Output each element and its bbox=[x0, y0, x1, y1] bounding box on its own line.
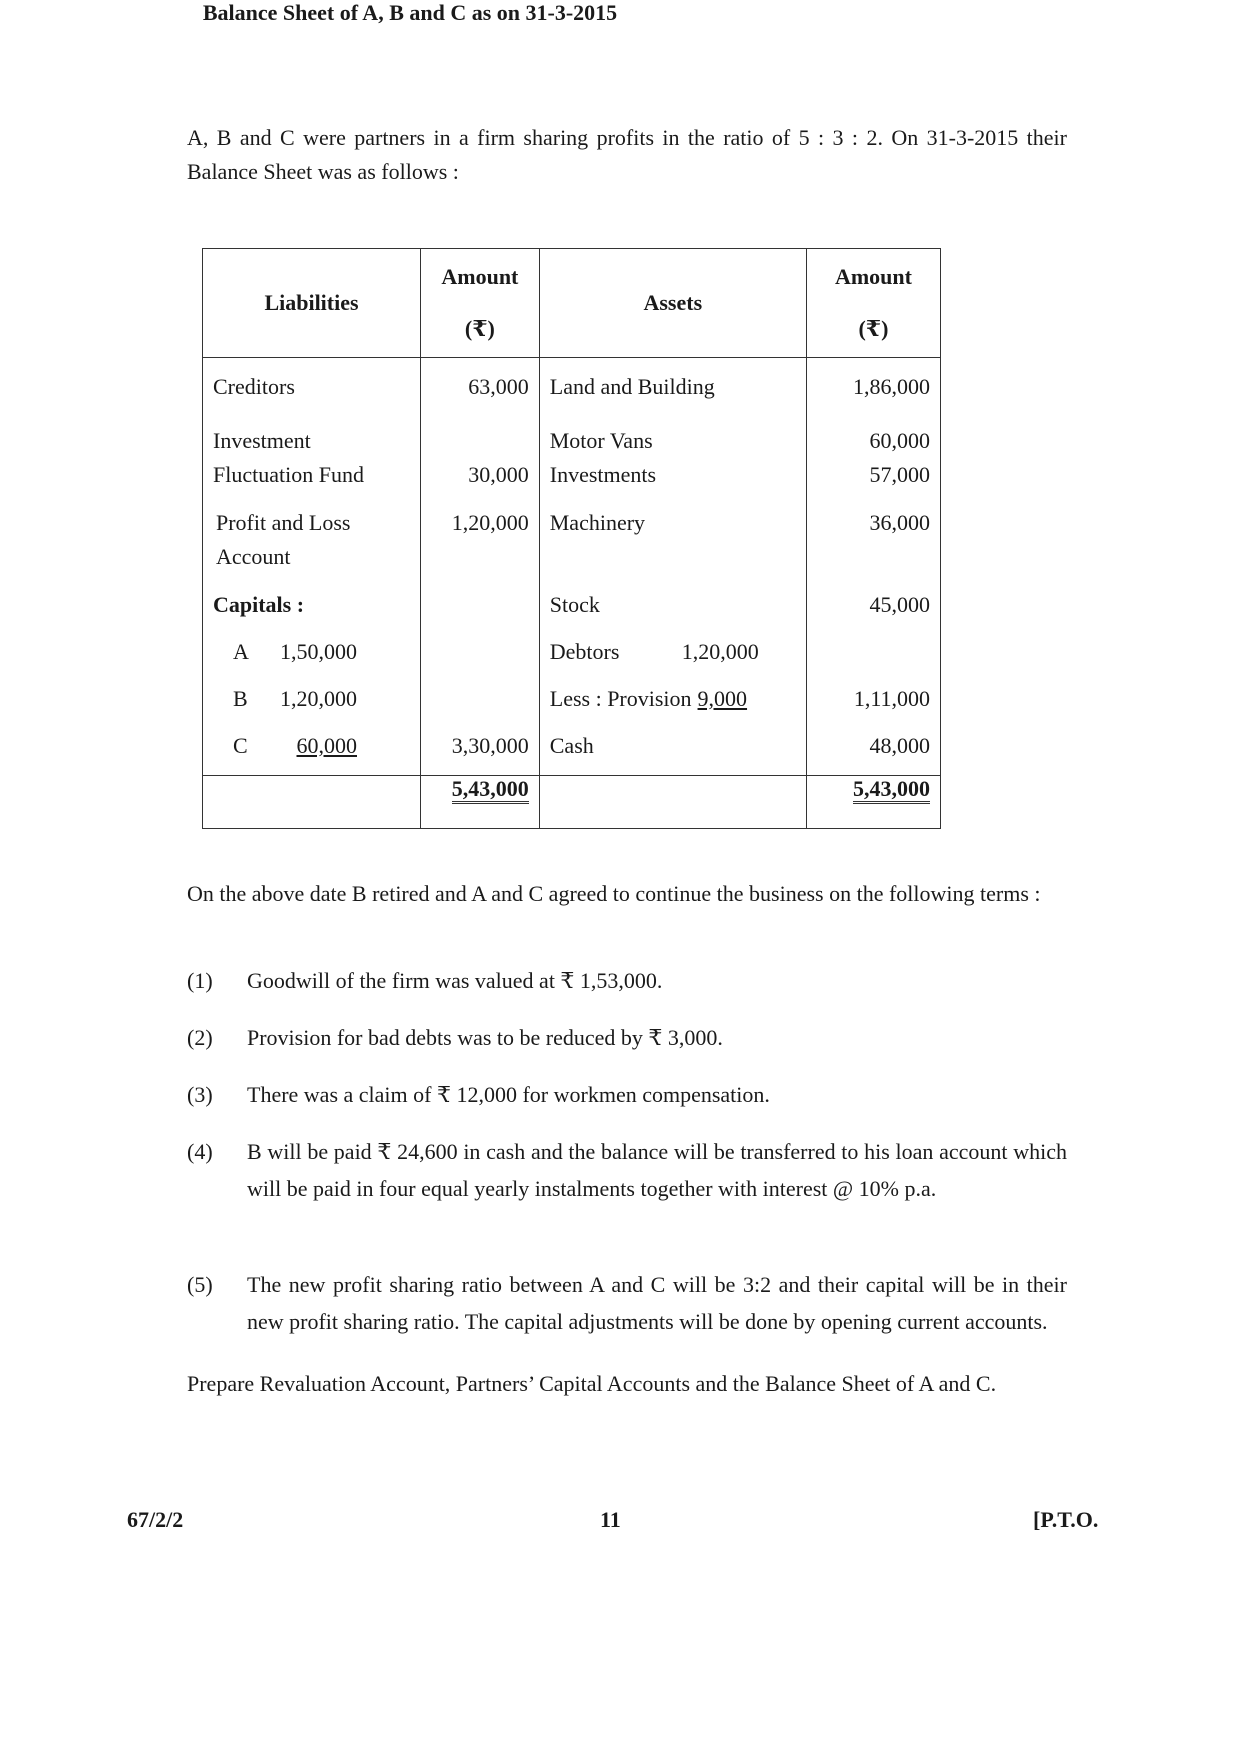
capitals-heading: Capitals : bbox=[203, 574, 421, 624]
header-rupee-label: (₹) bbox=[858, 316, 889, 341]
capital-total: 3,30,000 bbox=[421, 718, 540, 776]
terms-intro: On the above date B retired and A and C agreed to continue the business on the following terms : bbox=[187, 881, 1041, 906]
total-assets bbox=[806, 776, 940, 829]
capital-b-amount: 1,20,000 bbox=[280, 686, 357, 711]
term-number: (1) bbox=[187, 968, 213, 993]
balance-sheet-table bbox=[202, 248, 941, 829]
table-header-row bbox=[203, 249, 941, 358]
creditors-amount: 63,000 bbox=[421, 358, 540, 415]
table-row bbox=[203, 492, 941, 574]
table-title: Balance Sheet of A, B and C as on 31-3-2015 bbox=[202, 0, 618, 25]
pl-label bbox=[203, 492, 421, 574]
cash-amount: 48,000 bbox=[806, 718, 940, 776]
table-row bbox=[203, 624, 941, 671]
land-amount: 1,86,000 bbox=[806, 358, 940, 415]
capital-a bbox=[203, 624, 421, 671]
term-item bbox=[187, 1019, 1067, 1056]
capital-c-name: C bbox=[233, 733, 248, 758]
header-amount-label: Amount bbox=[441, 264, 519, 289]
term-text: Provision for bad debts was to be reduced by ₹ 3,000. bbox=[247, 1025, 723, 1050]
debtors bbox=[539, 624, 806, 671]
capital-c bbox=[203, 718, 421, 776]
motor-label: Motor Vans bbox=[549, 428, 653, 453]
term-number: (2) bbox=[187, 1025, 213, 1050]
capital-b bbox=[203, 671, 421, 718]
machinery-label: Machinery bbox=[539, 492, 806, 574]
debtors-amount: 1,20,000 bbox=[681, 639, 759, 664]
land-label: Land and Building bbox=[539, 358, 806, 415]
term-item bbox=[187, 1266, 1067, 1340]
table-row bbox=[203, 671, 941, 718]
term-item bbox=[187, 1076, 1067, 1113]
ifund-amount: 30,000 bbox=[421, 414, 540, 492]
provision-amount: 9,000 bbox=[697, 686, 748, 711]
pto-label: [P.T.O. bbox=[1033, 1507, 1099, 1532]
pl-line2: Account bbox=[216, 544, 291, 569]
term-text: Goodwill of the firm was valued at ₹ 1,53,000. bbox=[247, 968, 663, 993]
paper-code: 67/2/2 bbox=[127, 1507, 184, 1532]
investments-label: Investments bbox=[549, 462, 657, 487]
motor-investments-labels bbox=[539, 414, 806, 492]
header-amount-liabilities bbox=[421, 249, 540, 358]
total-liabilities-value: 5,43,000 bbox=[452, 776, 529, 804]
table-row bbox=[203, 358, 941, 415]
totals-row bbox=[203, 776, 941, 829]
debtors-net-amount: 1,11,000 bbox=[806, 671, 940, 718]
term-item bbox=[187, 962, 1067, 999]
term-text: B will be paid ₹ 24,600 in cash and the balance will be transferred to his loan account which will be paid in four equal yearly instalments together with interest @ 10% p.a. bbox=[247, 1139, 1067, 1201]
cash-label: Cash bbox=[539, 718, 806, 776]
total-liabilities bbox=[421, 776, 540, 829]
capital-a-name: A bbox=[233, 639, 249, 664]
stock-label: Stock bbox=[539, 574, 806, 624]
ifund-line1: Investment bbox=[213, 428, 311, 453]
provision bbox=[539, 671, 806, 718]
debtors-label: Debtors bbox=[549, 639, 620, 664]
pl-line1: Profit and Loss bbox=[216, 510, 351, 535]
creditors-label: Creditors bbox=[203, 358, 421, 415]
term-item bbox=[187, 1133, 1067, 1207]
motor-investments-amounts bbox=[806, 414, 940, 492]
total-assets-value: 5,43,000 bbox=[853, 776, 930, 804]
ifund-line2: Fluctuation Fund bbox=[213, 462, 364, 487]
table-row bbox=[203, 414, 941, 492]
instruction: Prepare Revaluation Account, Partners’ Capital Accounts and the Balance Sheet of A and C. bbox=[187, 1371, 997, 1396]
table-row bbox=[203, 718, 941, 776]
term-number: (4) bbox=[187, 1139, 213, 1164]
term-text: The new profit sharing ratio between A and C will be 3:2 and their capital will be in their new profit sharing ratio. The capital adjustments will be done by opening current accounts. bbox=[247, 1272, 1067, 1334]
machinery-amount: 36,000 bbox=[806, 492, 940, 574]
provision-label: Less : Provision bbox=[549, 686, 692, 711]
capital-c-amount: 60,000 bbox=[296, 733, 357, 758]
header-liabilities: Liabilities bbox=[203, 249, 421, 358]
term-number: (5) bbox=[187, 1272, 213, 1297]
header-assets: Assets bbox=[539, 249, 806, 358]
investments-amount: 57,000 bbox=[869, 462, 930, 487]
term-number: (3) bbox=[187, 1082, 213, 1107]
motor-amount: 60,000 bbox=[869, 428, 930, 453]
page-number: 11 bbox=[600, 1507, 621, 1532]
term-text: There was a claim of ₹ 12,000 for workmen compensation. bbox=[247, 1082, 770, 1107]
pl-amount: 1,20,000 bbox=[421, 492, 540, 574]
intro-paragraph: A, B and C were partners in a firm sharing profits in the ratio of 5 : 3 : 2. On 31-3-2015 their Balance Sheet was as follows : bbox=[187, 125, 1067, 184]
header-amount-assets bbox=[806, 249, 940, 358]
capital-b-name: B bbox=[233, 686, 248, 711]
ifund-label bbox=[203, 414, 421, 492]
table-row bbox=[203, 574, 941, 624]
header-amount-label: Amount bbox=[834, 264, 912, 289]
stock-amount: 45,000 bbox=[806, 574, 940, 624]
capital-a-amount: 1,50,000 bbox=[280, 639, 357, 664]
header-rupee-label: (₹) bbox=[464, 316, 495, 341]
